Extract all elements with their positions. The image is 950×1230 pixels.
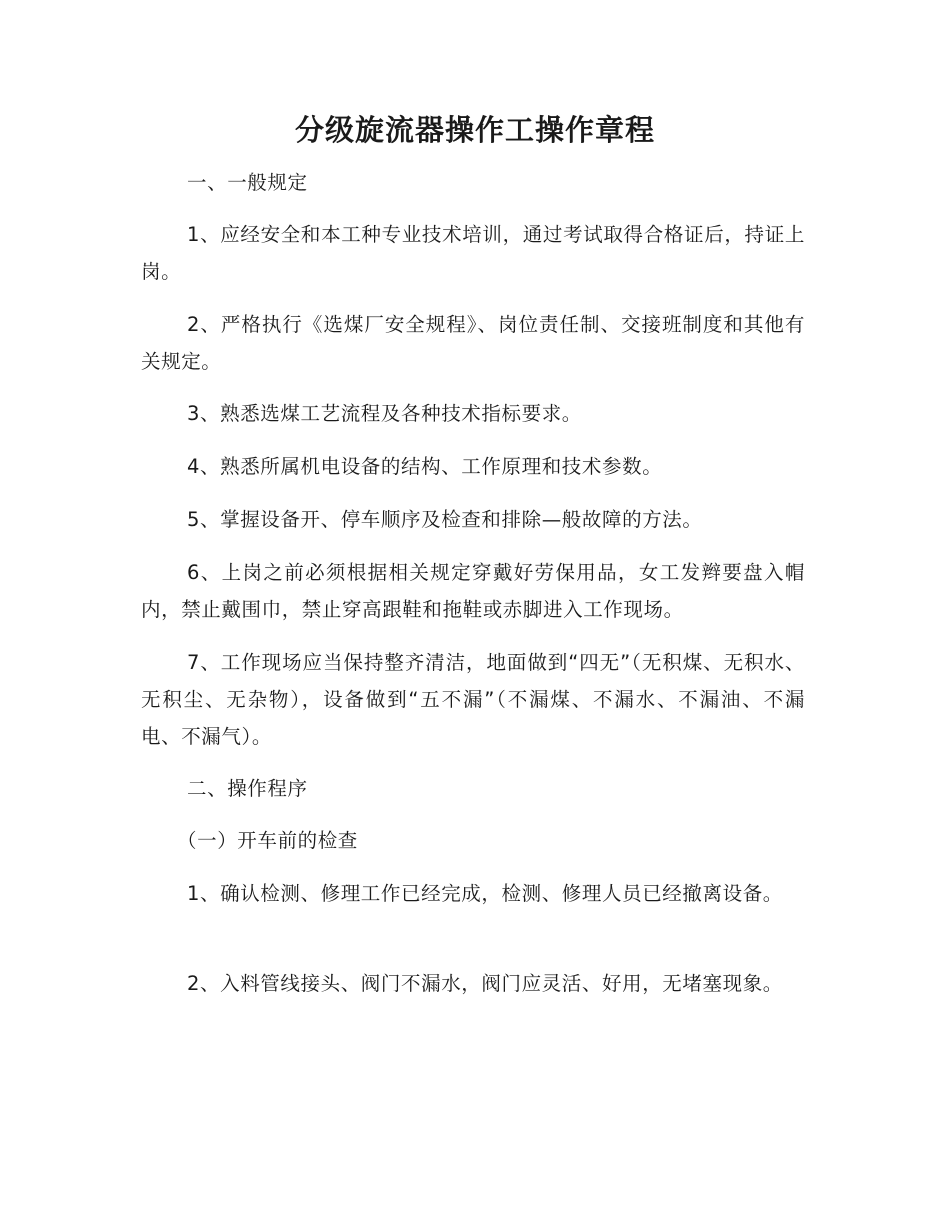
- paragraph-rule-3: 3、熟悉选煤工艺流程及各种技术指标要求。: [187, 402, 582, 425]
- paragraph-check-1: 1、确认检测、修理工作已经完成，检测、修理人员已经撤离设备。: [187, 882, 783, 905]
- paragraph-rule-6: 6、上岗之前必须根据相关规定穿戴好劳保用品，女工发辫要盘入帽内，禁止戴围巾，禁止穿高跟鞋和拖鞋或赤脚进入工作现场。: [141, 561, 805, 621]
- paragraph-rule-4: 4、熟悉所属机电设备的结构、工作原理和技术参数。: [187, 455, 663, 478]
- paragraph-rule-1: 1、应经安全和本工种专业技术培训，通过考试取得合格证后，持证上岗。: [141, 223, 805, 283]
- paragraph-rule-2: 2、严格执行《选煤厂安全规程》、岗位责任制、交接班制度和其他有关规定。: [141, 313, 805, 373]
- subsection-heading-pre-start-check: （一）开车前的检查: [177, 829, 358, 852]
- paragraph-rule-7: 7、工作现场应当保持整齐清洁，地面做到“四无”（无积煤、无积水、无积尘、无杂物），设备做到“五不漏”（不漏煤、不漏水、不漏油、不漏电、不漏气）。: [141, 651, 805, 748]
- document-title: 分级旋流器操作工操作章程: [294, 113, 655, 147]
- section-heading-operation-procedure: 二、操作程序: [187, 777, 308, 800]
- paragraph-rule-5: 5、掌握设备开、停车顺序及检查和排除—般故障的方法。: [187, 508, 703, 531]
- paragraph-check-2: 2、入料管线接头、阀门不漏水，阀门应灵活、好用，无堵塞现象。: [187, 972, 783, 995]
- section-heading-general-rules: 一、一般规定: [187, 171, 308, 194]
